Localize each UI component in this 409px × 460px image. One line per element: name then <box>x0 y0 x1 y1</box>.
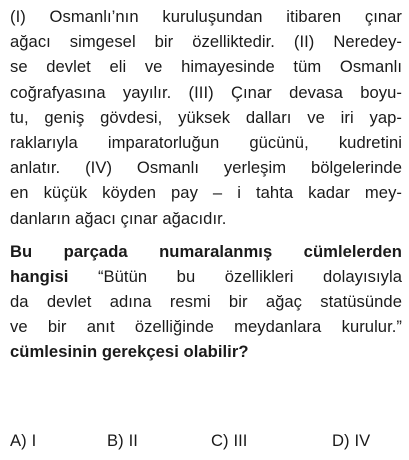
passage-line: anlatır. (IV) Osmanlı yerleşim bölgelerinde <box>10 158 402 178</box>
prompt-line: ve bir anıt özelliğinde meydanlara kurulur.” <box>10 317 402 337</box>
option-text: III <box>233 431 248 450</box>
passage-line: danların ağacı çınar ağacıdır. <box>10 208 227 228</box>
passage <box>10 4 402 231</box>
prompt-line <box>10 264 402 289</box>
question-block <box>10 4 402 365</box>
prompt-line: da devlet adına resmi bir ağaç statüsünde <box>10 292 402 312</box>
option-a[interactable] <box>10 428 36 454</box>
prompt-line: Bu parçada numaralanmış cümlelerden <box>10 241 402 261</box>
prompt-emphasis: hangisi <box>10 266 69 286</box>
option-letter: D) <box>332 431 350 450</box>
option-letter: C) <box>211 431 229 450</box>
option-c[interactable] <box>211 428 247 454</box>
passage-line: se devlet eli ve himayesinde tüm Osmanlı <box>10 57 402 77</box>
prompt-line: cümlesinin gerekçesi olabilir? <box>10 342 249 362</box>
passage-line: tu, geniş gövdesi, yüksek dalları ve iri yap- <box>10 107 402 127</box>
option-text: I <box>31 431 37 450</box>
option-b[interactable] <box>107 428 138 454</box>
answer-options <box>10 428 402 454</box>
passage-line: en küçük köyden pay – i tahta kadar mey- <box>10 183 402 203</box>
prompt-quote-start: “Bütün bu özellikleri dolayısıyla <box>68 266 402 286</box>
option-text: II <box>128 431 138 450</box>
option-d[interactable] <box>332 428 370 454</box>
passage-line: ağacı simgesel bir özelliktedir. (II) Neredey- <box>10 32 402 52</box>
passage-line: coğrafyasına yayılır. (III) Çınar devasa boyu- <box>10 82 402 102</box>
passage-line: raklarıyla imparatorluğun gücünü, kudretini <box>10 132 402 152</box>
passage-line: (I) Osmanlı’nın kuruluşundan itibaren çınar <box>10 7 402 26</box>
question-prompt <box>10 239 402 365</box>
option-letter: A) <box>10 431 27 450</box>
option-text: IV <box>354 431 371 450</box>
option-letter: B) <box>107 431 124 450</box>
